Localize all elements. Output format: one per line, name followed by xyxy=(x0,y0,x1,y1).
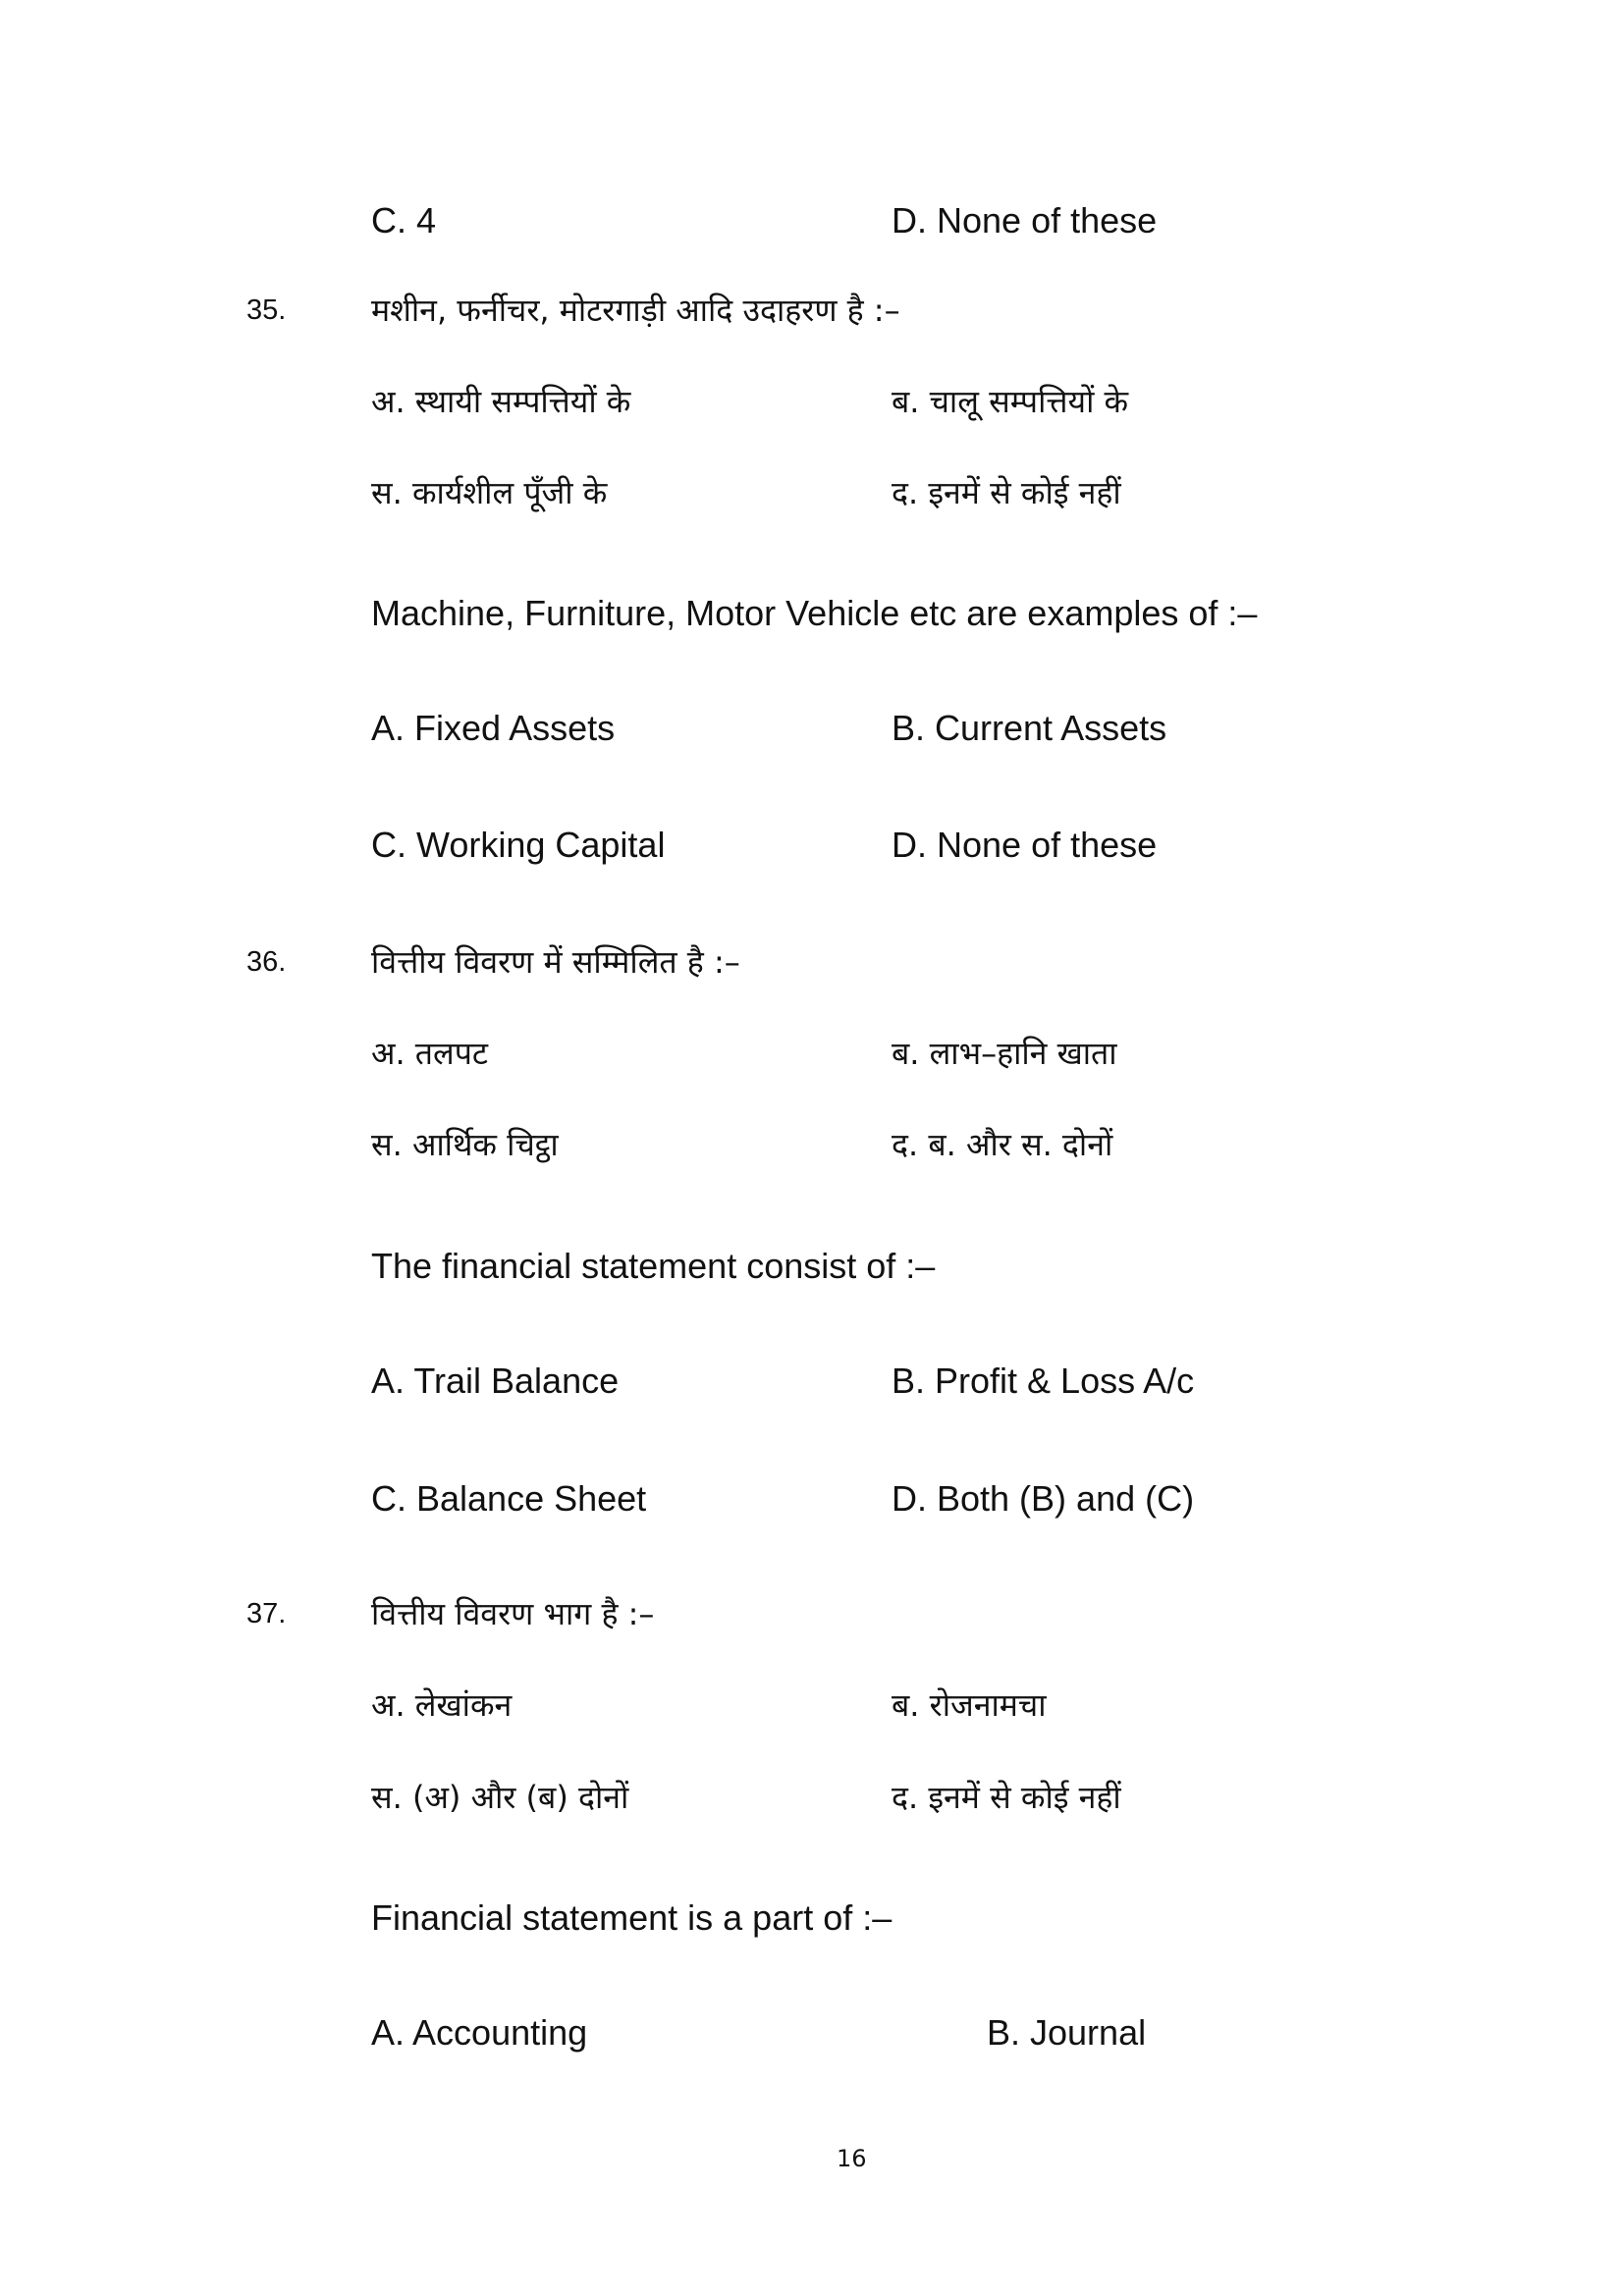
hindi-option-a: अ. तलपट xyxy=(371,1035,489,1072)
english-question: Financial statement is a part of :– xyxy=(371,1897,893,1938)
hindi-option-a: अ. लेखांकन xyxy=(371,1686,513,1724)
page-number: 16 xyxy=(837,2145,867,2172)
option-d: D. None of these xyxy=(892,825,1158,865)
option-b: B. Profit & Loss A/c xyxy=(892,1361,1195,1401)
question-number: 36. xyxy=(246,946,287,978)
option-a: A. Accounting xyxy=(371,2012,588,2053)
hindi-option-b: ब. लाभ–हानि खाता xyxy=(892,1035,1117,1072)
option-c: C. 4 xyxy=(371,200,437,240)
hindi-option-c: स. आर्थिक चिट्ठा xyxy=(371,1126,559,1163)
hindi-question: वित्तीय विवरण भाग है :– xyxy=(371,1595,655,1632)
question-number: 35. xyxy=(246,294,287,326)
option-a: A. Fixed Assets xyxy=(371,708,616,748)
option-a: A. Trail Balance xyxy=(371,1361,620,1401)
option-d: D. Both (B) and (C) xyxy=(892,1478,1195,1519)
hindi-option-d: द. इनमें से कोई नहीं xyxy=(892,1779,1121,1816)
option-b: B. Journal xyxy=(987,2012,1147,2053)
hindi-question: मशीन, फर्नीचर, मोटरगाड़ी आदि उदाहरण है :– xyxy=(371,292,900,329)
option-c: C. Balance Sheet xyxy=(371,1478,647,1519)
option-d: D. None of these xyxy=(892,200,1158,240)
option-b: B. Current Assets xyxy=(892,708,1167,748)
hindi-option-d: द. इनमें से कोई नहीं xyxy=(892,474,1121,511)
english-question: The financial statement consist of :– xyxy=(371,1246,936,1286)
english-question: Machine, Furniture, Motor Vehicle etc are examples of :– xyxy=(371,593,1258,633)
hindi-option-d: द. ब. और स. दोनों xyxy=(892,1126,1113,1163)
hindi-option-b: ब. चालू सम्पत्तियों के xyxy=(892,383,1129,420)
hindi-option-c: स. (अ) और (ब) दोनों xyxy=(371,1779,629,1816)
option-c: C. Working Capital xyxy=(371,825,666,865)
hindi-question: वित्तीय विवरण में सम्मिलित है :– xyxy=(371,943,740,981)
hindi-option-c: स. कार्यशील पूँजी के xyxy=(371,474,608,511)
hindi-option-b: ब. रोजनामचा xyxy=(892,1686,1047,1724)
hindi-option-a: अ. स्थायी सम्पत्तियों के xyxy=(371,383,631,420)
question-number: 37. xyxy=(246,1598,287,1629)
